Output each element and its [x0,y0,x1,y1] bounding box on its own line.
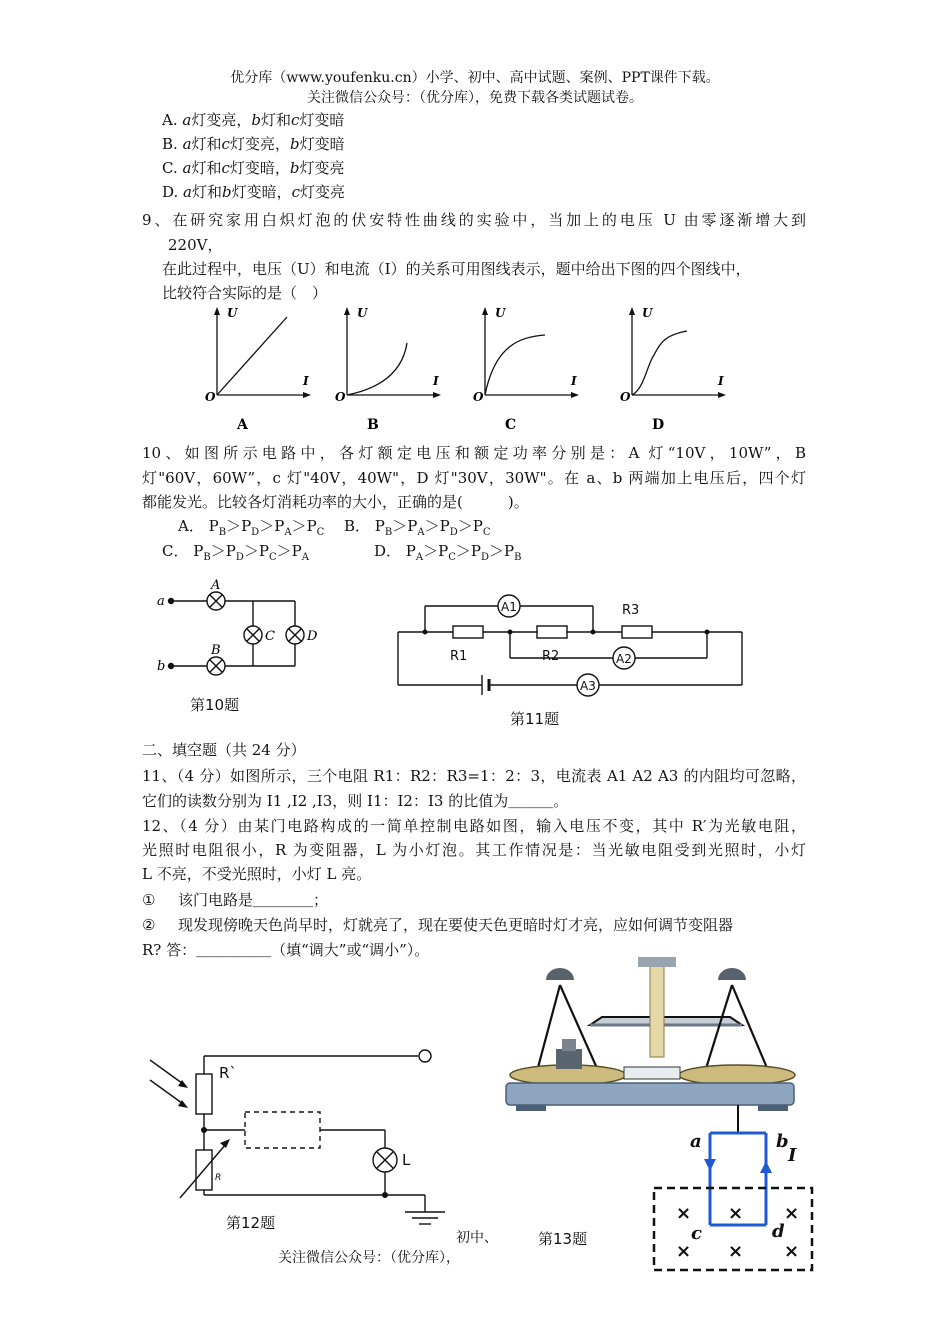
q9-axis-i: I [303,374,309,388]
fig11-caption: 第11题 [510,710,560,728]
fig13-label-c: c [691,1223,702,1244]
q9-axis-i: I [433,374,439,388]
fig12-lamp: L [402,1151,411,1169]
fig13-balance [498,955,818,1275]
q12-item-1: 该门电路是＿＿＿＿； [178,891,329,909]
q8-option-2: C. a灯和c灯变暗，b灯变亮 [162,159,345,177]
q9-origin: O [473,390,484,404]
fig13-label-i: I [788,1145,797,1166]
q9-graph-D [620,305,730,433]
q12-item-2b: R? 答：＿＿＿＿＿（填“调大”或“调小”）。 [142,941,430,959]
q9-graph-label: B [367,417,379,433]
fig11-r3: R3 [622,603,640,618]
svg-text:×: × [676,1203,692,1224]
q8-option-0: A. a灯变亮，b灯和c灯变暗 [162,111,345,129]
fig13-caption: 第13题 [538,1230,588,1248]
q9-origin: O [205,390,216,404]
q12-line-3: L 不亮，不受光照时，小灯 L 亮。 [142,865,372,883]
q9-graph-label: C [505,417,517,433]
q10-option-0: A． $P_B>P_D>P_A>P_C$ [178,517,325,538]
svg-text:×: × [728,1241,744,1262]
q9-axis-u: U [357,306,368,320]
header-line-1: 优分库（www.youfenku.cn）小学、初中、高中试题、案例、PPT课件下载。 [230,70,720,86]
fig11-r1: R1 [450,649,468,664]
fig11-r2: R2 [542,649,560,664]
q8-option-1: B. a灯和c灯变亮，b灯变暗 [162,135,345,153]
q9-line-2: 220V， [168,236,223,254]
fig10-lamp-b: B [211,643,221,658]
fig10-label-b: b [157,659,166,674]
fig12-r: R [215,1173,222,1183]
fig12-circuit [140,1040,460,1230]
fig13-label-d: d [772,1221,785,1242]
q9-graph-A [205,305,315,433]
q9-axis-u: U [642,306,653,320]
fig12-caption: 第12题 [226,1214,276,1232]
fig10-lamp-d: D [307,629,318,644]
q10-option-2: C． $P_B>P_D>P_C>P_A$ [162,542,309,563]
q9-graph-C [473,305,583,433]
fig10-label-a: a [157,594,165,609]
fig10-lamp-c: C [265,629,275,644]
fig13-label-b: b [776,1131,789,1152]
fig11-a2: A2 [616,652,632,666]
q9-graph-label: A [237,417,248,433]
svg-text:×: × [728,1203,744,1224]
q9-graph-B [335,305,445,433]
q10-line-1: 10、如图所示电路中，各灯额定电压和额定功率分别是：A 灯“10V，10W”，B [142,444,806,462]
fig10-caption: 第10题 [190,696,240,714]
q9-graph-label: D [652,417,665,433]
q11-line-1: 11、（4 分）如图所示，三个电阻 R1：R2：R3=1：2：3，电流表 A1 A2 A3 的内阻均可忽略， [142,767,806,785]
svg-text:×: × [784,1241,800,1262]
q10-option-1: B． $P_B>P_A>P_D>P_C$ [344,517,491,538]
q10-line-3: 都能发光。比较各灯消耗功率的大小，正确的是( )。 [142,493,529,511]
fig11-circuit [395,592,755,702]
q9-line-3: 在此过程中，电压（U）和电流（I）的关系可用图线表示，题中给出下图的四个图线中， [162,260,751,278]
fig10-lamp-a: A [211,578,221,593]
q9-axis-i: I [718,374,724,388]
q9-origin: O [335,390,346,404]
q12-item-1-num: ① [142,891,156,909]
q8-option-3: D. a灯和b灯变暗，c灯变亮 [162,183,346,201]
fig11-a3: A3 [580,679,596,693]
q11-line-2: 它们的读数分别为 I1 ,I2 ,I3，则 I1：I2：I3 的比值为＿＿＿。 [142,792,569,810]
svg-text:×: × [784,1203,800,1224]
q9-line-1: 9、在研究家用白炽灯泡的伏安特性曲线的实验中，当加上的电压 U 由零逐渐增大到 [142,211,806,229]
fig10-circuit [155,580,325,680]
q9-axis-u: U [227,306,238,320]
q12-item-2-num: ② [142,916,156,934]
footer-partial-1: 初中、 [456,1230,498,1246]
q12-item-2: 现发现傍晚天色尚早时，灯就亮了，现在要使天色更暗时灯才亮，应如何调节变阻器 [178,916,734,934]
header-line-2: 关注微信公众号：（优分库），免费下载各类试题试卷。 [307,90,643,106]
q10-option-3: D． $P_A>P_C>P_D>P_B$ [374,542,522,563]
svg-text:×: × [676,1241,692,1262]
q12-line-1: 12、（4 分）由某门电路构成的一简单控制电路如图，输入电压不变，其中 R′为光敏电阻， [142,817,806,835]
q9-origin: O [620,390,631,404]
footer-partial-2: 关注微信公众号：（优分库）， [278,1250,460,1266]
q12-line-2: 光照时电阻很小，R 为变阻器，L 为小灯泡。其工作情况是：当光敏电阻受到光照时，小灯 [142,841,806,859]
fig13-label-a: a [690,1131,702,1152]
q9-axis-u: U [495,306,506,320]
q9-axis-i: I [571,374,577,388]
fig12-r-prime: R` [219,1064,237,1082]
section2-title: 二、填空题（共 24 分） [142,741,306,759]
fig11-a1: A1 [501,600,517,614]
q9-line-4: 比较符合实际的是（ ） [162,284,328,302]
q10-line-2: 灯"60V，60W”，c 灯"40V，40W"，D 灯"30V，30W"。在 a、b 两端加上电压后，四个灯 [142,469,806,487]
